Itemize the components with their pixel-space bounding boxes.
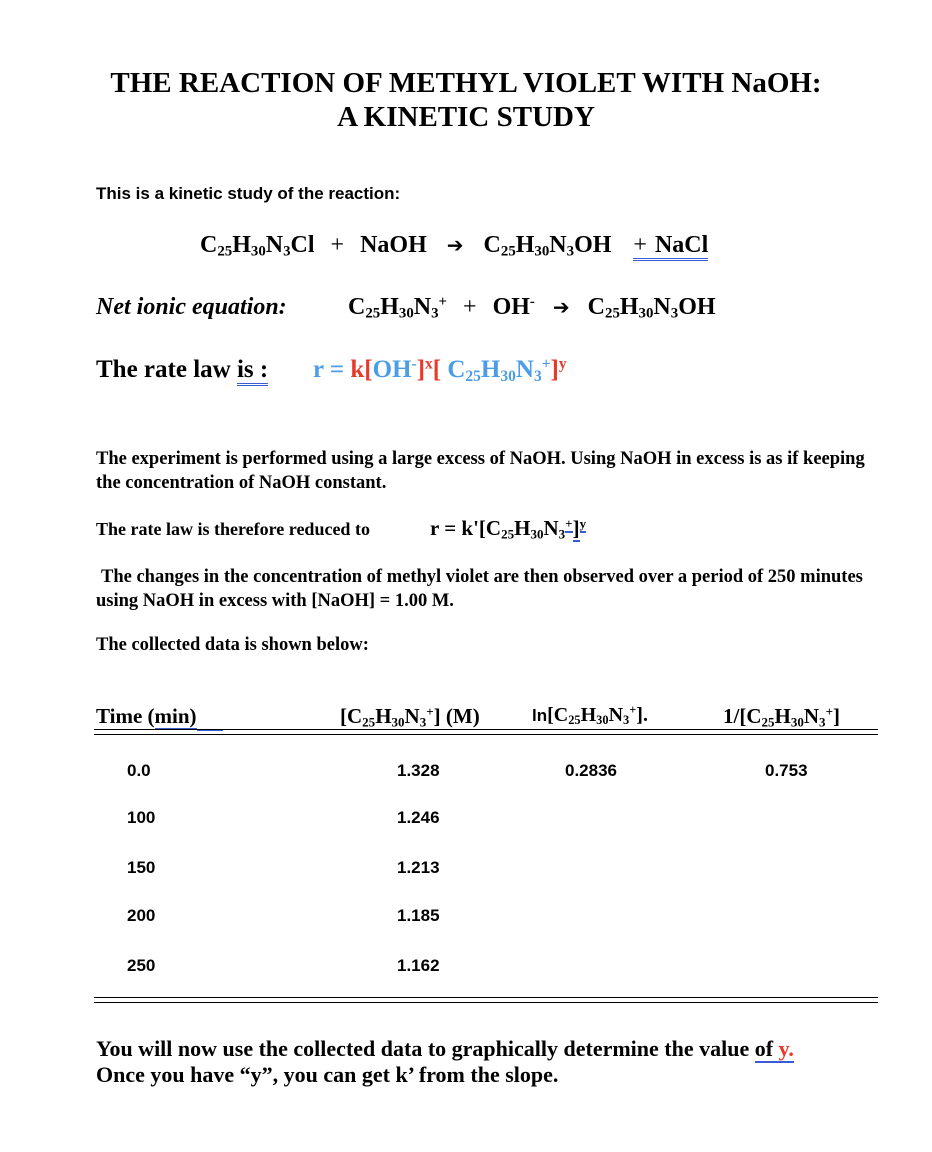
header-ln-concentration: $\ln[C_{25}H_{30}N_3^+]$. — [532, 703, 648, 728]
intro-text: This is a kinetic study of the reaction: — [96, 184, 401, 203]
footer-line-1: You will now use the collected data to graphically determine the value of y. — [96, 1036, 794, 1061]
cell-concentration: 1.246 — [397, 808, 440, 827]
product-carbinol: $C_{25}H_{30}N_3OH$ — [587, 294, 716, 322]
net-ionic-label: Net ionic equation: — [96, 294, 287, 320]
rate-law-equation: $r = k[OH^-]^x$[ $C_{25}H_{30}N_3^+]^y$ — [313, 355, 567, 385]
plus-sign: + — [633, 232, 647, 261]
footer-line-2: Once you have “y”, you can get k’ from the slope. — [96, 1062, 559, 1087]
cell-time: 100 — [127, 808, 156, 827]
header-time: Time (min) — [96, 704, 223, 731]
ion-methyl-violet: $C_{25}H_{30}N_3^+$ — [348, 293, 448, 322]
reduced-rate-equation: $r = k'[C_{25}H_{30}N_3^+]^y$ — [430, 515, 587, 542]
cell-concentration: 1.213 — [397, 858, 440, 877]
reactant-naoh: NaOH — [360, 232, 427, 258]
cell-time: 0.0 — [127, 761, 151, 780]
arrow-icon: ➔ — [552, 295, 570, 319]
page-subtitle: A KINETIC STUDY — [337, 101, 595, 133]
cell-time: 150 — [127, 858, 156, 877]
cell-time: 250 — [127, 956, 156, 975]
plus-sign: + — [463, 294, 477, 320]
header-rule-top — [94, 729, 878, 730]
paragraph-excess: The experiment is performed using a large excess of NaOH. Using NaOH in excess is as if keeping the concentration of NaOH constant. — [96, 449, 865, 493]
paragraph-collected: The collected data is shown below: — [96, 635, 369, 655]
reduced-rate-label: The rate law is therefore reduced to — [96, 519, 370, 539]
cell-concentration: 1.185 — [397, 906, 440, 925]
cell-inverse: 0.753 — [765, 761, 808, 780]
ion-hydroxide: OH- — [492, 293, 535, 320]
cell-concentration: 1.162 — [397, 956, 440, 975]
cell-time: 200 — [127, 906, 156, 925]
rate-law-is: is : — [237, 356, 268, 386]
net-ionic-equation — [348, 294, 716, 321]
cell-ln: 0.2836 — [565, 761, 617, 780]
reaction-equation — [200, 232, 708, 259]
table-rule-top — [94, 997, 878, 998]
header-rule-bottom — [94, 734, 878, 735]
header-inverse-concentration: $1/[C_{25}H_{30}N_3^+]$ — [723, 703, 840, 730]
plus-sign: + — [330, 232, 345, 258]
rate-law-label: The rate law is : — [96, 356, 268, 384]
header-concentration: $[C_{25}H_{30}N_3^+]$ (M) — [340, 703, 480, 730]
reactant-methyl-violet-chloride: $C_{25}H_{30}N_3Cl$ — [200, 232, 315, 260]
paragraph-observation: The changes in the concentration of methyl violet are then observed over a period of 250 minutes using NaOH in excess with [NaOH] = 1.00 M. — [96, 567, 863, 611]
product-nacl: NaCl — [647, 232, 708, 261]
arrow-icon: ➔ — [446, 233, 464, 257]
table-rule-bottom — [94, 1002, 878, 1003]
page-title: THE REACTION OF METHYL VIOLET WITH NaOH: — [110, 67, 822, 99]
product-carbinol: $C_{25}H_{30}N_3OH$ — [483, 232, 612, 260]
cell-concentration: 1.328 — [397, 761, 440, 780]
